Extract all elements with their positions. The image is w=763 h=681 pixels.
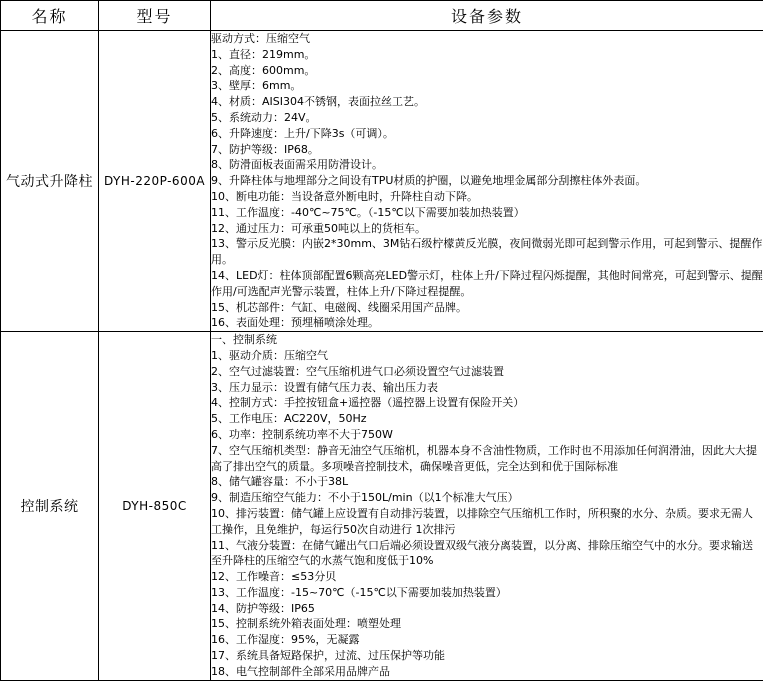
param-line: 一、控制系统 [211, 332, 763, 348]
param-line: 8、防滑面板表面需采用防滑设计。 [211, 157, 763, 173]
param-line: 9、制造压缩空气能力：不小于150L/min（以1个标准大气压） [211, 490, 763, 506]
param-line: 12、通过压力：可承重50吨以上的货柜车。 [211, 221, 763, 237]
row-model: DYH-850C [99, 332, 211, 681]
header-row [1, 1, 763, 31]
param-line: 驱动方式：压缩空气 [211, 31, 763, 47]
param-line: 1、直径：219mm。 [211, 47, 763, 63]
param-line: 10、排污装置：储气罐上应设置有自动排污装置，以排除空气压缩机工作时，所积聚的水分、杂质。要求无需人工操作，且免维护，每运行50次自动进行 1次排污 [211, 506, 763, 538]
param-line: 2、高度：600mm。 [211, 63, 763, 79]
param-line: 14、防护等级：IP65 [211, 601, 763, 617]
param-line: 11、工作温度：-40℃~75℃。（-15℃以下需要加装加热装置） [211, 205, 763, 221]
param-line: 13、警示反光膜：内嵌2*30mm、3M钻石级柠檬黄反光膜，夜间微弱光即可起到警示作用，可起到警示、提醒作用。 [211, 236, 763, 268]
row-params [211, 31, 763, 332]
table-row [1, 31, 763, 332]
param-line: 7、防护等级：IP68。 [211, 142, 763, 158]
param-line: 3、壁厚：6mm。 [211, 78, 763, 94]
param-line: 17、系统具备短路保护，过流、过压保护等功能 [211, 648, 763, 664]
param-line: 10、断电功能：当设备意外断电时，升降柱自动下降。 [211, 189, 763, 205]
param-line: 9、升降柱体与地埋部分之间设有TPU材质的护圈，以避免地埋金属部分刮擦柱体外表面。 [211, 173, 763, 189]
param-line: 2、空气过滤装置：空气压缩机进气口必须设置空气过滤装置 [211, 364, 763, 380]
param-line: 16、工作湿度：95%，无凝露 [211, 632, 763, 648]
param-line: 5、系统动力：24V。 [211, 110, 763, 126]
param-line: 18、电气控制部件全部采用品牌产品 [211, 664, 763, 680]
param-line: 8、储气罐容量：不小于38L [211, 474, 763, 490]
param-line: 7、空气压缩机类型：静音无油空气压缩机，机器本身不含油性物质，工作时也不用添加任何润滑油，因此大大提高了排出空气的质量。多项噪音控制技术，确保噪音更低，完全达到和优于国际标准 [211, 443, 763, 475]
param-list [211, 332, 763, 680]
param-line: 16、表面处理：预埋桶喷涂处理。 [211, 315, 763, 331]
param-line: 1、驱动介质：压缩空气 [211, 348, 763, 364]
param-line: 3、压力显示：设置有储气压力表、输出压力表 [211, 380, 763, 396]
header-name: 名称 [1, 1, 99, 31]
param-line: 5、工作电压：AC220V，50Hz [211, 411, 763, 427]
param-line: 4、控制方式：手控按钮盒+遥控器（遥控器上设置有保险开关） [211, 395, 763, 411]
param-line: 15、控制系统外箱表面处理：喷塑处理 [211, 616, 763, 632]
param-line: 4、材质：AISI304不锈钢，表面拉丝工艺。 [211, 94, 763, 110]
row-name: 控制系统 [1, 332, 99, 681]
param-line: 6、功率：控制系统功率不大于750W [211, 427, 763, 443]
param-list [211, 31, 763, 331]
row-model: DYH-220P-600A [99, 31, 211, 332]
param-line: 14、LED灯：柱体顶部配置6颗高亮LED警示灯，柱体上升/下降过程闪烁提醒，其他时间常亮，可起到警示、提醒作用/可选配声光警示装置，柱体上升/下降过程提醒。 [211, 268, 763, 300]
header-params: 设备参数 [211, 1, 763, 31]
param-line: 12、工作噪音：≤53分贝 [211, 569, 763, 585]
param-line: 11、气液分装置：在储气罐出气口后端必须设置双级气液分离装置，以分离、排除压缩空气中的水分。要求输送至升降柱的压缩空气的水蒸气饱和度低于10% [211, 538, 763, 570]
header-model: 型号 [99, 1, 211, 31]
row-params [211, 332, 763, 681]
table-row [1, 332, 763, 681]
row-name: 气动式升降柱 [1, 31, 99, 332]
param-line: 13、工作温度：-15~70℃（-15℃以下需要加装加热装置） [211, 585, 763, 601]
param-line: 15、机芯部件：气缸、电磁阀、线圈采用国产品牌。 [211, 300, 763, 316]
param-line: 6、升降速度：上升/下降3s（可调）。 [211, 126, 763, 142]
